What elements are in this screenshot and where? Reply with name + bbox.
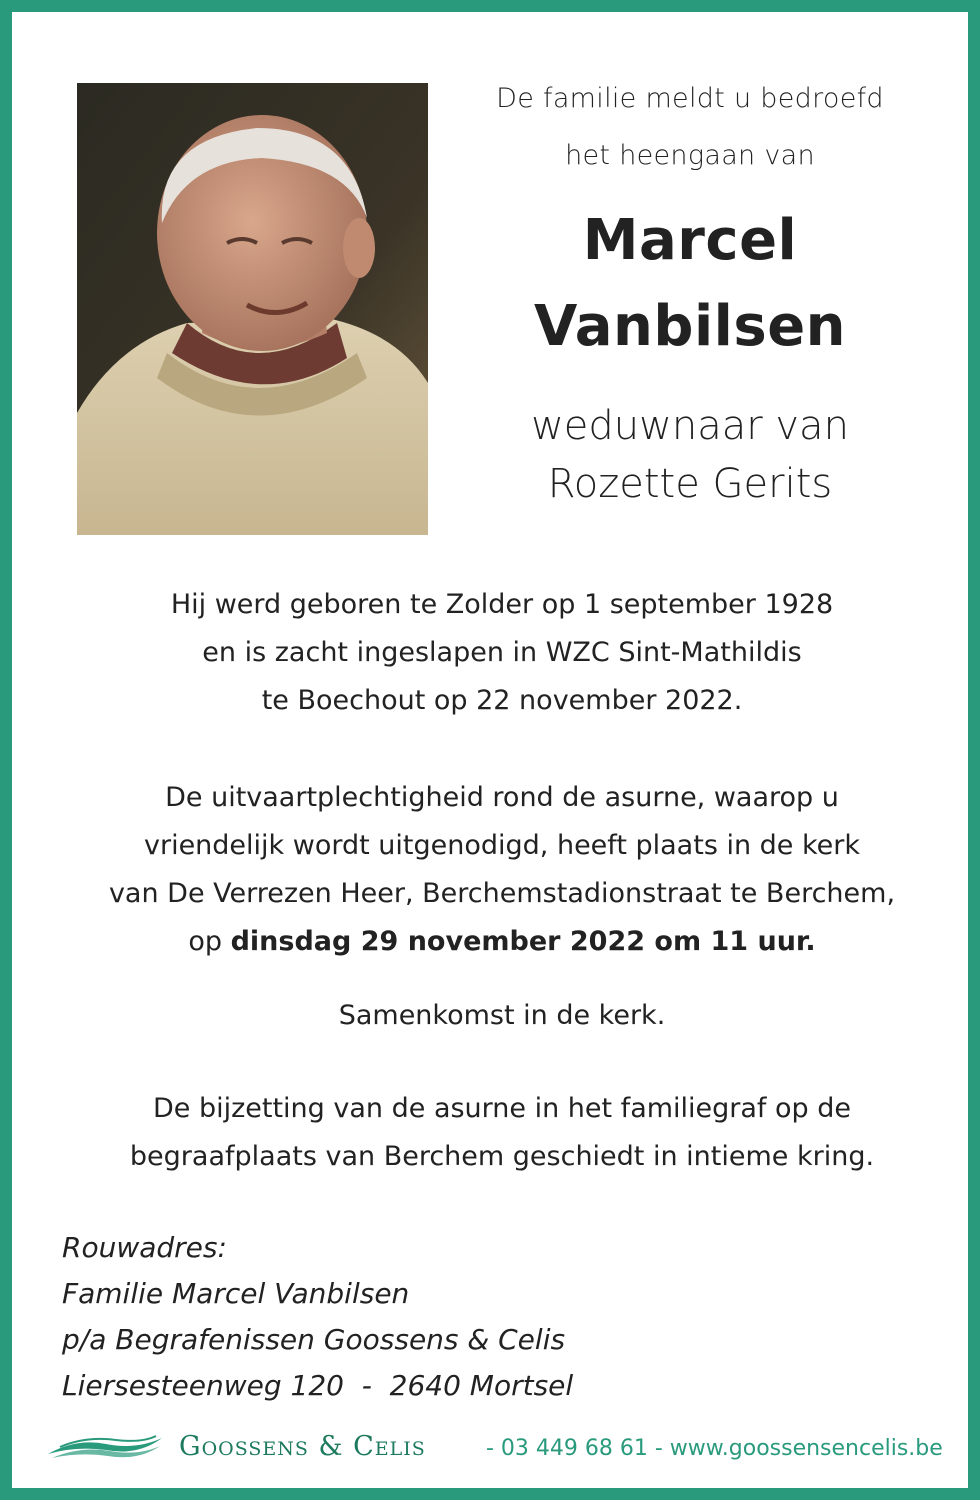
address-line-2: p/a Begrafenissen Goossens & Celis bbox=[62, 1323, 566, 1356]
burial-line-1: De bijzetting van de asurne in het familiegraf op de bbox=[152, 1093, 852, 1124]
birth-death-line-3: te Boechout op 22 november 2022. bbox=[261, 685, 743, 716]
portrait-photo bbox=[77, 83, 428, 535]
contact-info: - 03 449 68 61 - www.goossensencelis.be bbox=[486, 1436, 943, 1461]
burial-paragraph bbox=[52, 1085, 952, 1181]
mourning-address bbox=[62, 1225, 762, 1409]
intro-text bbox=[452, 70, 928, 184]
ceremony-line-2: vriendelijk wordt uitgenodigd, heeft plaats in de kerk bbox=[143, 830, 861, 861]
birth-death-paragraph bbox=[52, 581, 952, 725]
spouse-line-2: Rozette Gerits bbox=[547, 461, 833, 507]
ceremony-line-3: van De Verrezen Heer, Berchemstadionstraat te Berchem, bbox=[108, 878, 896, 909]
first-name: Marcel bbox=[582, 208, 798, 273]
portrait-image bbox=[77, 83, 428, 535]
ceremony-line-4 bbox=[52, 918, 952, 966]
birth-death-line-1: Hij werd geboren te Zolder op 1 september 1928 bbox=[170, 589, 834, 620]
gathering-line: Samenkomst in de kerk. bbox=[338, 1000, 666, 1031]
ceremony-date: dinsdag 29 november 2022 om 11 uur. bbox=[230, 926, 816, 957]
burial-line-2: begraafplaats van Berchem geschiedt in intieme kring. bbox=[129, 1141, 875, 1172]
spouse-text bbox=[452, 397, 928, 513]
ceremony-line-1: De uitvaartplechtigheid rond de asurne, waarop u bbox=[165, 782, 839, 813]
brand-name: Goossens & Celis bbox=[179, 1431, 426, 1462]
address-line-1: Familie Marcel Vanbilsen bbox=[62, 1277, 410, 1310]
ceremony-date-prefix: op bbox=[188, 926, 231, 957]
last-name: Vanbilsen bbox=[533, 294, 847, 359]
deceased-name bbox=[452, 198, 928, 370]
gathering-paragraph bbox=[52, 992, 952, 1040]
spouse-line-1: weduwnaar van bbox=[531, 403, 849, 449]
wave-logo-icon bbox=[46, 1434, 164, 1462]
address-label: Rouwadres: bbox=[62, 1231, 227, 1264]
address-line-3: Liersesteenweg 120 - 2640 Mortsel bbox=[62, 1369, 574, 1402]
footer bbox=[46, 1428, 958, 1472]
ceremony-paragraph bbox=[52, 774, 952, 966]
intro-line-2: het heengaan van bbox=[565, 140, 815, 171]
birth-death-line-2: en is zacht ingeslapen in WZC Sint-Mathildis bbox=[202, 637, 802, 668]
intro-line-1: De familie meldt u bedroefd bbox=[496, 83, 884, 114]
